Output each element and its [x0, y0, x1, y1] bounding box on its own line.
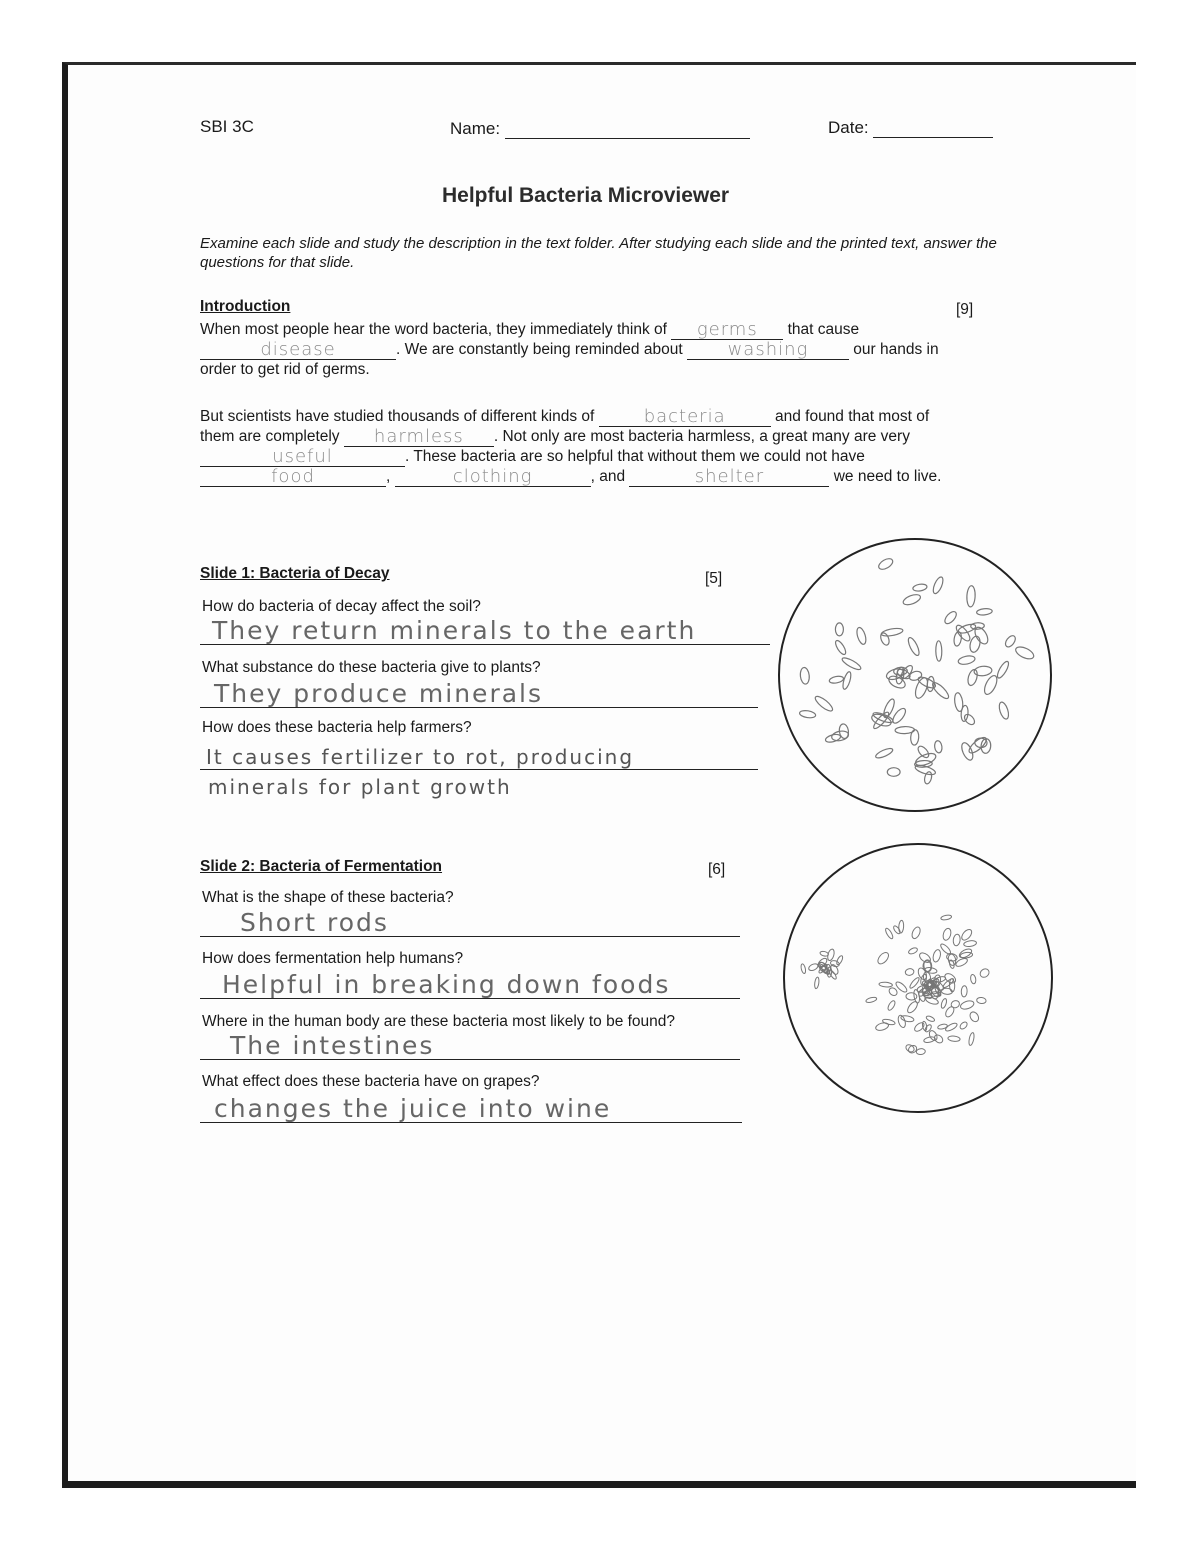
bacterium-cell — [961, 986, 967, 997]
bacterium-cell — [976, 608, 992, 616]
bacterium-cell — [808, 963, 819, 972]
slide1-question-1: How do bacteria of decay affect the soil? — [202, 598, 481, 615]
bacterium-cell — [855, 626, 867, 645]
name-label: Name: — [450, 119, 501, 138]
slide1-answer-line-3[interactable] — [200, 769, 758, 770]
bacterium-cell — [933, 1033, 944, 1044]
bacterium-cell — [884, 927, 894, 939]
bacterium-cell — [959, 999, 974, 1010]
bacterium-cell — [968, 1010, 980, 1023]
bacterium-cell — [905, 1043, 916, 1053]
bacterium-cell — [882, 1018, 896, 1025]
bacterium-cell — [910, 926, 921, 940]
intro-blank-7[interactable]: food — [200, 469, 386, 487]
intro-heading: Introduction — [200, 298, 291, 315]
slide2-answer-3: The intestines — [230, 1031, 435, 1060]
bacterium-cell — [881, 627, 904, 637]
bacterium-cell — [931, 576, 945, 595]
bacterium-cell — [876, 951, 891, 966]
bacterium-cell — [957, 655, 975, 666]
bacterium-cell — [906, 993, 917, 1001]
intro-blank-9[interactable]: shelter — [629, 469, 829, 487]
bacterium-cell — [898, 920, 904, 933]
bacterium-cell — [960, 928, 974, 942]
bacterium-cell — [800, 667, 810, 684]
bacterium-cell — [940, 998, 947, 1009]
bacterium-cell — [928, 1029, 939, 1041]
fermentation-bacteria-cells — [800, 914, 990, 1055]
bacterium-cell — [841, 656, 862, 672]
date-field — [828, 118, 993, 138]
bacterium-cell — [895, 726, 915, 734]
name-blank[interactable] — [505, 120, 750, 139]
date-label: Date: — [828, 118, 869, 137]
slide1-question-2: What substance do these bacteria give to plants? — [202, 659, 541, 676]
slide2-question-3: Where in the human body are these bacteria most likely to be found? — [202, 1013, 676, 1030]
bacterium-cell — [879, 632, 891, 647]
instructions: Examine each slide and study the description in the text folder. After studying each slide and the printed text, answer the questions for that slide. — [200, 235, 997, 271]
intro-marks: [9] — [956, 301, 974, 318]
bacterium-cell — [930, 680, 950, 700]
bacterium-cell — [906, 636, 921, 657]
slide1-microview — [775, 535, 1055, 815]
bacterium-cell — [1014, 645, 1036, 662]
bacterium-cell — [976, 997, 986, 1004]
bacterium-cell — [877, 557, 895, 572]
bacterium-cell — [953, 631, 962, 646]
bacterium-cell — [926, 1015, 936, 1022]
bacterium-cell — [912, 583, 927, 592]
bacterium-cell — [829, 675, 844, 684]
bacterium-cell — [900, 1015, 914, 1023]
bacterium-cell — [968, 1032, 975, 1046]
bacterium-cell — [937, 1023, 948, 1029]
slide1-question-3: How does these bacteria help farmers? — [202, 719, 472, 736]
bacterium-cell — [934, 740, 943, 753]
bacterium-cell — [950, 1000, 960, 1009]
course-code: SBI 3C — [200, 117, 254, 136]
date-blank[interactable] — [873, 119, 993, 138]
bacterium-cell — [966, 668, 979, 686]
bacterium-cell — [800, 963, 806, 973]
bacterium-cell — [902, 593, 922, 607]
bacterium-cell — [966, 585, 975, 607]
bacterium-cell — [916, 1048, 925, 1055]
bacterium-cell — [879, 982, 893, 988]
bacterium-cell — [1004, 634, 1018, 649]
slide2-microview — [780, 840, 1058, 1120]
name-field — [450, 119, 750, 139]
bacterium-cell — [813, 694, 834, 713]
bacterium-cell — [944, 1005, 956, 1018]
slide2-question-1: What is the shape of these bacteria? — [202, 889, 454, 906]
bacterium-cell — [887, 1000, 897, 1012]
bacterium-cell — [995, 660, 1010, 680]
bacterium-cell — [865, 996, 877, 1003]
intro-blank-8[interactable]: clothing — [395, 469, 591, 487]
bacterium-cell — [830, 960, 840, 968]
slide2-question-4: What effect does these bacteria have on grapes? — [202, 1073, 540, 1090]
bacterium-cell — [914, 760, 932, 768]
slide1-answer-1: They return minerals to the earth — [212, 616, 697, 645]
bacterium-cell — [959, 1021, 969, 1031]
bacterium-cell — [997, 701, 1010, 720]
microview-circle — [779, 539, 1051, 811]
intro-paragraph-2: But scientists have studied thousands of different kinds of bacteria and found that most of them are completely harmless . Not only are most bacteria harmless, a great many are very useful . These bacteria are so helpful that without them we could not have food , clothing , and shelter we need to live. — [200, 406, 942, 487]
intro-paragraph-1: When most people hear the word bacteria, they immediately think of germs that cause disease . We are constantly being reminded about washing our hands in order to get rid of germs. — [200, 319, 939, 378]
intro-blank-4[interactable]: bacteria — [599, 409, 771, 427]
bacterium-cell — [914, 751, 937, 768]
bacterium-cell — [942, 927, 952, 941]
bacterium-cell — [875, 747, 894, 760]
page-title: Helpful Bacteria Microviewer — [442, 184, 730, 207]
slide1-heading: Slide 1: Bacteria of Decay — [200, 565, 390, 582]
bacterium-cell — [963, 713, 977, 727]
bacterium-cell — [887, 768, 900, 777]
bacterium-cell — [908, 947, 919, 955]
bacterium-cell — [875, 1022, 890, 1032]
bacterium-cell — [799, 710, 816, 719]
slide1-answer-3a: It causes fertilizer to rot, producing — [206, 745, 635, 769]
bacterium-cell — [924, 1024, 933, 1033]
bacterium-cell — [825, 733, 842, 744]
slide2-heading: Slide 2: Bacteria of Fermentation — [200, 858, 443, 875]
bacterium-cell — [923, 1036, 935, 1043]
intro-blank-5[interactable]: harmless — [344, 429, 494, 447]
slide2-marks: [6] — [708, 861, 726, 878]
bacterium-cell — [970, 974, 977, 984]
bacterium-cell — [979, 967, 991, 979]
slide1-marks: [5] — [705, 570, 723, 587]
bacterium-cell — [982, 674, 999, 696]
bacterium-cell — [834, 639, 848, 656]
bacterium-cell — [906, 1000, 919, 1014]
bacterium-cell — [894, 980, 908, 993]
slide1-answer-3b: minerals for plant growth — [208, 775, 512, 799]
bacterium-cell — [814, 977, 820, 989]
intro-blank-1[interactable]: germs — [671, 322, 783, 340]
bacterium-cell — [940, 914, 951, 920]
bacterium-cell — [835, 623, 843, 636]
bacterium-cell — [836, 955, 844, 966]
slide2-question-2: How does fermentation help humans? — [202, 950, 464, 967]
bacterium-cell — [953, 934, 961, 946]
bacterium-cell — [888, 986, 899, 997]
bacterium-cell — [819, 951, 828, 957]
bacterium-cell — [943, 610, 959, 626]
bacterium-cell — [913, 1021, 925, 1033]
bacterium-cell — [932, 949, 942, 963]
bacterium-cell — [826, 948, 835, 961]
bacterium-cell — [891, 706, 908, 725]
bacterium-cell — [963, 940, 976, 947]
bacterium-cell — [954, 692, 964, 712]
decay-bacteria-cells — [799, 557, 1035, 785]
bacterium-cell — [936, 641, 942, 662]
bacterium-cell — [948, 1035, 961, 1041]
bacterium-cell — [971, 622, 985, 629]
slide2-answer-2: Helpful in breaking down foods — [222, 970, 671, 999]
slide2-answer-1: Short rods — [240, 908, 389, 937]
intro-blank-6[interactable]: useful — [200, 449, 405, 467]
bacterium-cell — [916, 744, 931, 759]
slide2-answer-4: changes the juice into wine — [214, 1094, 612, 1123]
bacterium-cell — [905, 968, 915, 976]
slide1-answer-2: They produce minerals — [214, 679, 544, 708]
intro-blank-3[interactable]: washing — [687, 342, 849, 360]
intro-blank-2[interactable]: disease — [200, 342, 396, 360]
